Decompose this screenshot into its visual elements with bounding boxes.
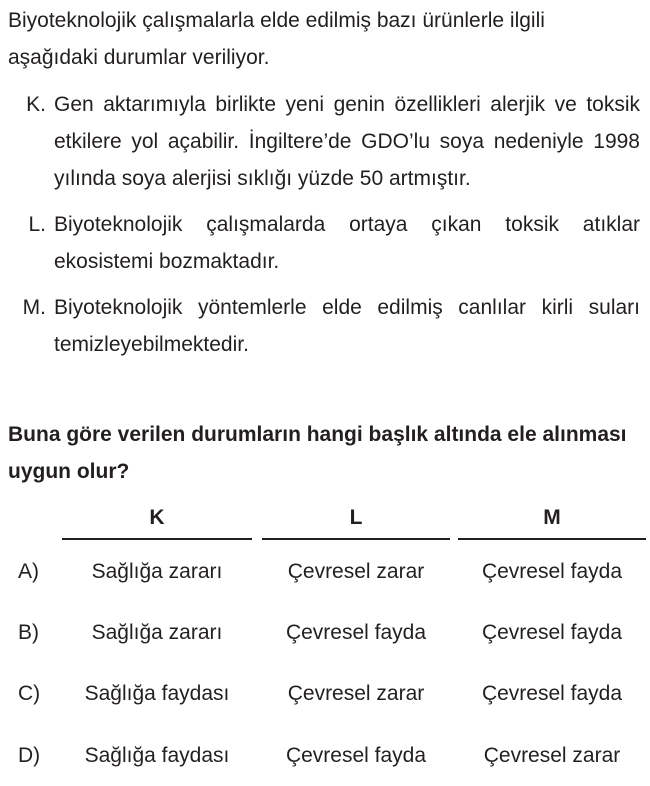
column-divider (62, 538, 252, 540)
answer-option-d[interactable] (0, 739, 650, 773)
answer-option-b[interactable] (0, 616, 650, 650)
option-cell: Sağlığa faydası (84, 682, 230, 705)
option-cell: Çevresel fayda (285, 621, 427, 644)
statement-label: L. (28, 213, 46, 236)
option-cell: Çevresel fayda (481, 621, 623, 644)
option-cell: Sağlığa zararı (91, 560, 223, 583)
question-prompt: Buna göre verilen durumların hangi başlık altında ele alınması uygun olur? (8, 423, 627, 483)
option-cell: Çevresel fayda (285, 744, 427, 767)
statement-label: K. (26, 93, 46, 116)
statement-l (8, 206, 640, 280)
question-intro: Biyoteknolojik çalışmalarla elde edilmiş bazı ürünlerle ilgili aşağıdaki durumlar veriliyor. (8, 9, 545, 69)
statement-list (8, 86, 640, 372)
column-header-m: M (543, 506, 561, 529)
statement-m (8, 289, 640, 363)
statement-k (8, 86, 640, 197)
answer-option-a[interactable] (0, 555, 650, 589)
option-cell: Sağlığa faydası (84, 744, 230, 767)
option-cell: Çevresel zarar (287, 560, 425, 583)
option-cell: Çevresel fayda (481, 560, 623, 583)
option-label: A) (18, 560, 39, 583)
option-label: C) (18, 682, 41, 705)
option-label: D) (18, 744, 41, 767)
statement-text: Gen aktarımıyla birlikte yeni genin özellikleri alerjik ve toksik etkilere yol açabilir. İngiltere’de GDO’lu soya nedeniyle 1998 yılında soya alerjisi sıklığı yüzde 50 artmıştır. (54, 93, 640, 190)
option-cell: Sağlığa zararı (91, 621, 223, 644)
option-label: B) (18, 621, 39, 644)
option-cell: Çevresel zarar (483, 744, 621, 767)
statement-text: Biyoteknolojik yöntemlerle elde edilmiş canlılar kirli suları temizleyebilmektedir. (54, 296, 640, 356)
column-divider (458, 538, 646, 540)
statement-text: Biyoteknolojik çalışmalarda ortaya çıkan toksik atıklar ekosistemi bozmaktadır. (54, 213, 640, 273)
option-cell: Çevresel zarar (287, 682, 425, 705)
option-cell: Çevresel fayda (481, 682, 623, 705)
column-header-k: K (149, 506, 165, 529)
answer-table-header (0, 502, 650, 542)
answer-option-c[interactable] (0, 677, 650, 711)
column-header-l: L (349, 506, 363, 529)
statement-label: M. (22, 296, 46, 319)
column-divider (262, 538, 450, 540)
